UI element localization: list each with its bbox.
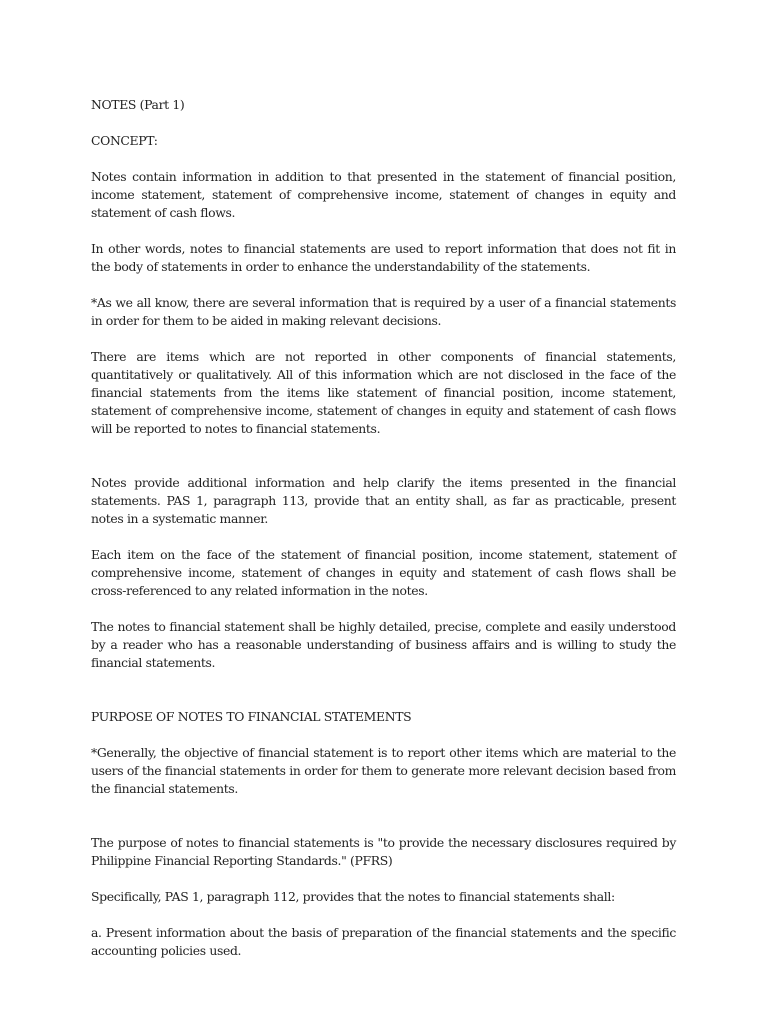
paragraph-each-item: Each item on the face of the statement of financial position, income statement, statement of comprehensive income, statement of changes in equity and statement of cash flows shall be cross-referenced to any related information in the notes.	[91, 547, 676, 598]
paragraph-generally: *Generally, the objective of financial statement is to report other items which are material to the users of the financial statements in order for them to generate more relevant decision based from the financial statements.	[91, 745, 676, 796]
paragraph-as-we-all-know: *As we all know, there are several information that is required by a user of a financial statements in order for them to be aided in making relevant decisions.	[91, 295, 676, 328]
paragraph-specifically: Specifically, PAS 1, paragraph 112, provides that the notes to financial statements shall:	[91, 889, 615, 904]
concept-heading: CONCEPT:	[91, 133, 158, 148]
paragraph-notes-contain: Notes contain information in addition to that presented in the statement of financial position, income statement, statement of comprehensive income, statement of changes in equity and statement of cash flows.	[91, 169, 676, 220]
paragraph-items-not-reported: There are items which are not reported in other components of financial statements, quantitatively or qualitatively. All of this information which are not disclosed in the face of the financial statements from the items like statement of financial position, income statement, statement of comprehensive income, statement of changes in equity and statement of cash flows will be reported to notes to financial statements.	[91, 349, 676, 436]
document-page	[91, 96, 676, 960]
paragraph-notes-provide: Notes provide additional information and help clarify the items presented in the financial statements. PAS 1, paragraph 113, provide that an entity shall, as far as practicable, present notes in a systematic manner.	[91, 475, 676, 526]
document-title: NOTES (Part 1)	[91, 97, 185, 112]
paragraph-highly-detailed: The notes to financial statement shall be highly detailed, precise, complete and easily understood by a reader who has a reasonable understanding of business affairs and is willing to study the financial statements.	[91, 619, 676, 670]
purpose-heading: PURPOSE OF NOTES TO FINANCIAL STATEMENTS	[91, 709, 412, 724]
paragraph-item-a: a. Present information about the basis of preparation of the financial statements and the specific accounting policies used.	[91, 925, 676, 958]
paragraph-in-other-words: In other words, notes to financial statements are used to report information that does not fit in the body of statements in order to enhance the understandability of the statements.	[91, 241, 676, 274]
paragraph-purpose-of-notes: The purpose of notes to financial statements is "to provide the necessary disclosures required by Philippine Financial Reporting Standards." (PFRS)	[91, 835, 676, 868]
